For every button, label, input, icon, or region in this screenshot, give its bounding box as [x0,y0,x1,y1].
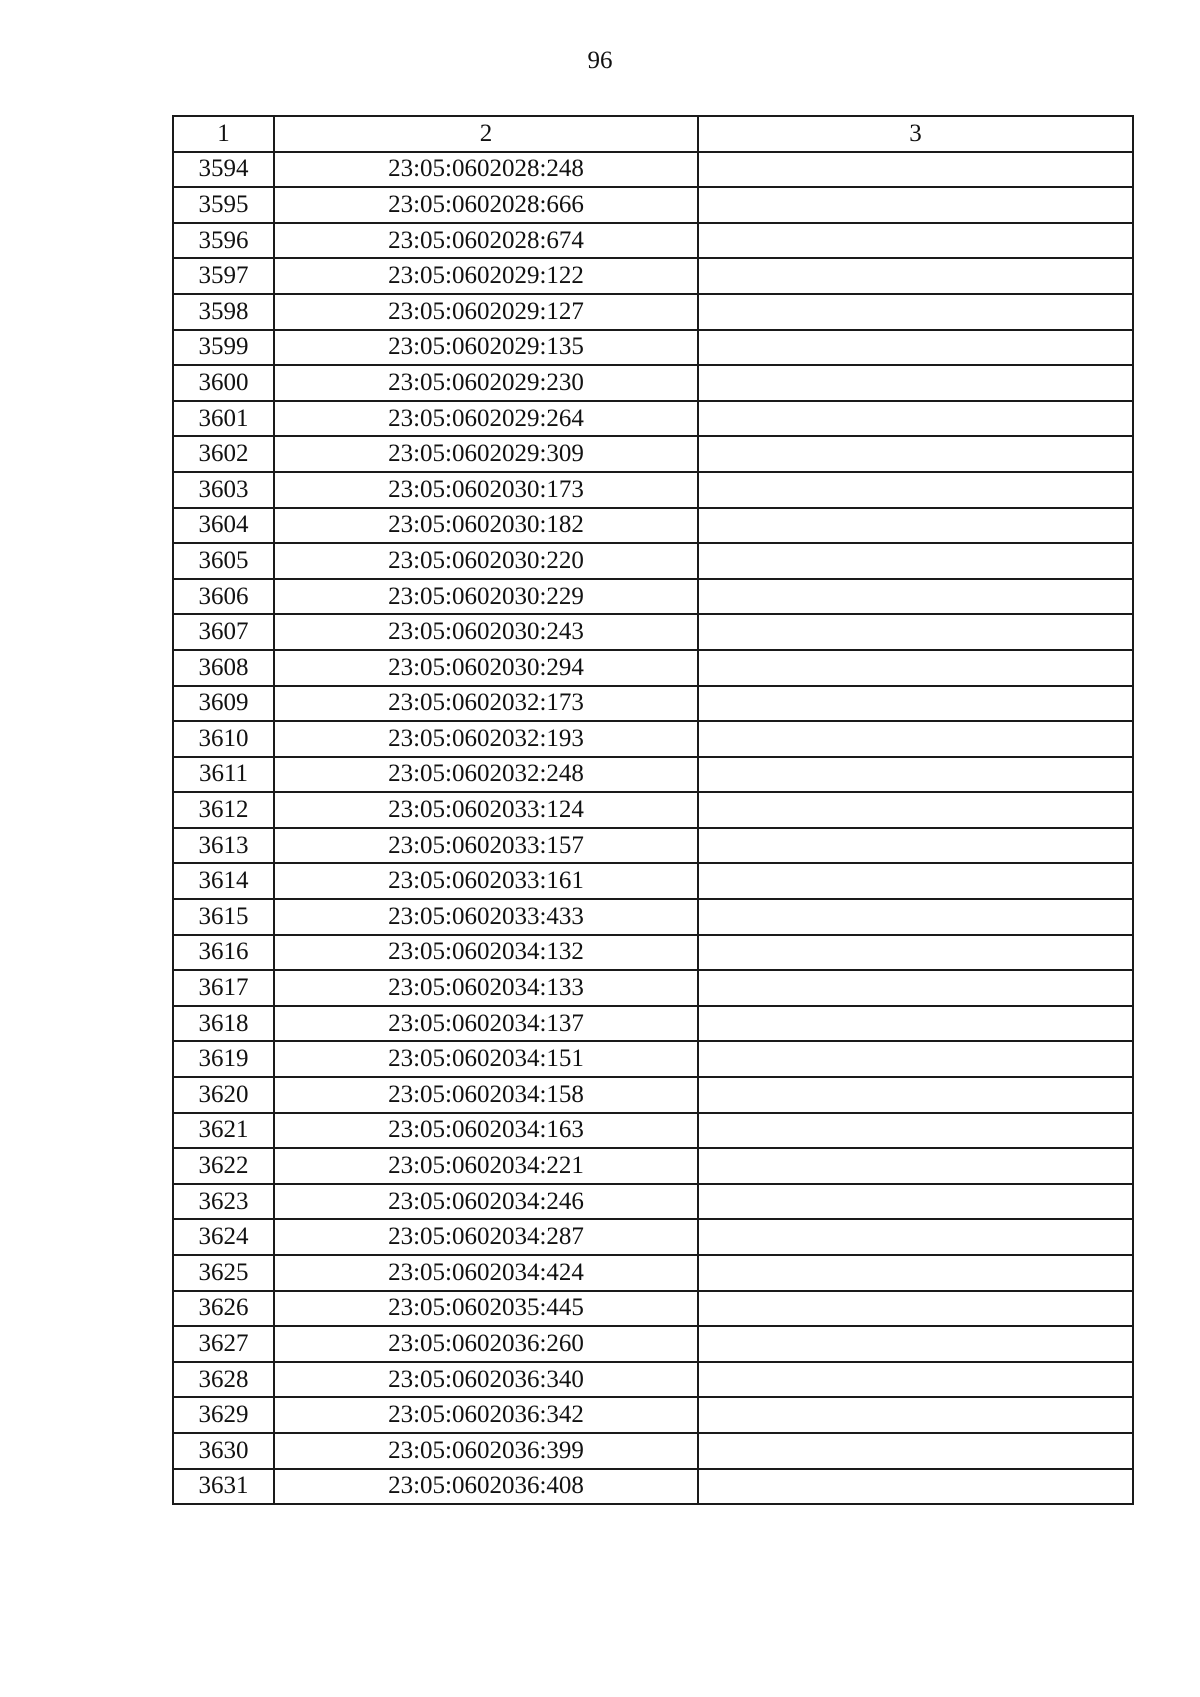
cadastral-number-cell: 23:05:0602036:342 [274,1397,698,1433]
note-cell [698,294,1133,330]
table-row [173,650,1133,686]
row-number-cell: 3618 [173,1006,274,1042]
row-number-cell: 3628 [173,1362,274,1398]
row-number-cell: 3603 [173,472,274,508]
row-number-cell: 3627 [173,1326,274,1362]
row-number-cell: 3604 [173,508,274,544]
cadastral-number-cell: 23:05:0602036:408 [274,1469,698,1505]
table-row [173,970,1133,1006]
row-number-cell: 3623 [173,1184,274,1220]
note-cell [698,1433,1133,1469]
note-cell [698,330,1133,366]
note-cell [698,899,1133,935]
note-cell [698,365,1133,401]
note-cell [698,828,1133,864]
cadastral-number-cell: 23:05:0602032:193 [274,721,698,757]
cadastral-number-cell: 23:05:0602033:157 [274,828,698,864]
table-row [173,1184,1133,1220]
cadastral-number-cell: 23:05:0602033:161 [274,863,698,899]
table-row [173,508,1133,544]
cadastral-number-cell: 23:05:0602036:399 [274,1433,698,1469]
header-cell-col-3: 3 [698,116,1133,152]
row-number-cell: 3598 [173,294,274,330]
table-row [173,863,1133,899]
table-row [173,935,1133,971]
table-row [173,579,1133,615]
cadastral-number-cell: 23:05:0602029:122 [274,258,698,294]
note-cell [698,579,1133,615]
cadastral-number-cell: 23:05:0602028:248 [274,152,698,188]
table-row [173,1006,1133,1042]
page-number: 96 [587,47,613,74]
cadastral-number-cell: 23:05:0602030:182 [274,508,698,544]
cadastral-number-cell: 23:05:0602029:127 [274,294,698,330]
table-row [173,1219,1133,1255]
row-number-cell: 3631 [173,1469,274,1505]
table-row [173,1077,1133,1113]
row-number-cell: 3595 [173,187,274,223]
row-number-cell: 3606 [173,579,274,615]
cadastral-number-cell: 23:05:0602029:264 [274,401,698,437]
note-cell [698,686,1133,722]
table-row [173,1362,1133,1398]
note-cell [698,187,1133,223]
cadastral-number-cell: 23:05:0602036:340 [274,1362,698,1398]
note-cell [698,792,1133,828]
row-number-cell: 3629 [173,1397,274,1433]
table-row [173,294,1133,330]
table-row [173,223,1133,259]
row-number-cell: 3614 [173,863,274,899]
table-header-row [173,116,1133,152]
cadastral-number-cell: 23:05:0602028:674 [274,223,698,259]
table-row [173,1255,1133,1291]
table-row [173,828,1133,864]
row-number-cell: 3611 [173,757,274,793]
note-cell [698,223,1133,259]
table-row [173,365,1133,401]
note-cell [698,1219,1133,1255]
note-cell [698,401,1133,437]
header-cell-col-1: 1 [173,116,274,152]
row-number-cell: 3612 [173,792,274,828]
note-cell [698,1291,1133,1327]
cadastral-number-table [172,115,1134,1505]
cadastral-number-cell: 23:05:0602034:246 [274,1184,698,1220]
row-number-cell: 3607 [173,614,274,650]
note-cell [698,543,1133,579]
row-number-cell: 3617 [173,970,274,1006]
table-row [173,1433,1133,1469]
row-number-cell: 3610 [173,721,274,757]
row-number-cell: 3599 [173,330,274,366]
cadastral-number-cell: 23:05:0602034:137 [274,1006,698,1042]
note-cell [698,935,1133,971]
table-row [173,614,1133,650]
table-row [173,330,1133,366]
note-cell [698,1041,1133,1077]
note-cell [698,508,1133,544]
table-row [173,436,1133,472]
row-number-cell: 3624 [173,1219,274,1255]
table-row [173,1326,1133,1362]
note-cell [698,1362,1133,1398]
note-cell [698,863,1133,899]
cadastral-number-cell: 23:05:0602029:135 [274,330,698,366]
cadastral-number-cell: 23:05:0602029:230 [274,365,698,401]
cadastral-number-cell: 23:05:0602033:124 [274,792,698,828]
cadastral-number-cell: 23:05:0602034:133 [274,970,698,1006]
row-number-cell: 3630 [173,1433,274,1469]
note-cell [698,721,1133,757]
row-number-cell: 3597 [173,258,274,294]
table-body [173,152,1133,1505]
table-row [173,543,1133,579]
note-cell [698,614,1133,650]
cadastral-number-cell: 23:05:0602030:220 [274,543,698,579]
row-number-cell: 3601 [173,401,274,437]
note-cell [698,1077,1133,1113]
note-cell [698,1397,1133,1433]
table-row [173,187,1133,223]
note-cell [698,650,1133,686]
note-cell [698,152,1133,188]
note-cell [698,1326,1133,1362]
cadastral-number-cell: 23:05:0602033:433 [274,899,698,935]
cadastral-number-cell: 23:05:0602035:445 [274,1291,698,1327]
table-row [173,472,1133,508]
table-row [173,757,1133,793]
row-number-cell: 3616 [173,935,274,971]
row-number-cell: 3620 [173,1077,274,1113]
note-cell [698,970,1133,1006]
row-number-cell: 3613 [173,828,274,864]
row-number-cell: 3594 [173,152,274,188]
row-number-cell: 3596 [173,223,274,259]
row-number-cell: 3621 [173,1113,274,1149]
table-row [173,792,1133,828]
cadastral-number-cell: 23:05:0602036:260 [274,1326,698,1362]
table-row [173,686,1133,722]
cadastral-number-cell: 23:05:0602028:666 [274,187,698,223]
table-row [173,152,1133,188]
note-cell [698,1006,1133,1042]
table-row [173,721,1133,757]
table-row [173,1148,1133,1184]
table-row [173,1041,1133,1077]
cadastral-number-cell: 23:05:0602034:287 [274,1219,698,1255]
note-cell [698,258,1133,294]
cadastral-number-cell: 23:05:0602032:173 [274,686,698,722]
table-row [173,899,1133,935]
header-cell-col-2: 2 [274,116,698,152]
row-number-cell: 3600 [173,365,274,401]
row-number-cell: 3619 [173,1041,274,1077]
row-number-cell: 3608 [173,650,274,686]
cadastral-number-cell: 23:05:0602030:229 [274,579,698,615]
cadastral-number-cell: 23:05:0602034:132 [274,935,698,971]
cadastral-number-cell: 23:05:0602034:151 [274,1041,698,1077]
row-number-cell: 3605 [173,543,274,579]
cadastral-number-cell: 23:05:0602034:221 [274,1148,698,1184]
cadastral-number-cell: 23:05:0602030:173 [274,472,698,508]
table-row [173,1291,1133,1327]
note-cell [698,436,1133,472]
cadastral-number-cell: 23:05:0602030:294 [274,650,698,686]
row-number-cell: 3626 [173,1291,274,1327]
table-row [173,258,1133,294]
note-cell [698,472,1133,508]
note-cell [698,1184,1133,1220]
note-cell [698,1113,1133,1149]
cadastral-number-cell: 23:05:0602034:163 [274,1113,698,1149]
note-cell [698,757,1133,793]
cadastral-number-cell: 23:05:0602032:248 [274,757,698,793]
cadastral-number-cell: 23:05:0602034:158 [274,1077,698,1113]
note-cell [698,1255,1133,1291]
cadastral-number-cell: 23:05:0602030:243 [274,614,698,650]
note-cell [698,1469,1133,1505]
table-row [173,1113,1133,1149]
cadastral-number-cell: 23:05:0602029:309 [274,436,698,472]
row-number-cell: 3609 [173,686,274,722]
row-number-cell: 3615 [173,899,274,935]
table-row [173,1397,1133,1433]
row-number-cell: 3622 [173,1148,274,1184]
table-row [173,1469,1133,1505]
cadastral-number-cell: 23:05:0602034:424 [274,1255,698,1291]
note-cell [698,1148,1133,1184]
table-row [173,401,1133,437]
row-number-cell: 3625 [173,1255,274,1291]
row-number-cell: 3602 [173,436,274,472]
